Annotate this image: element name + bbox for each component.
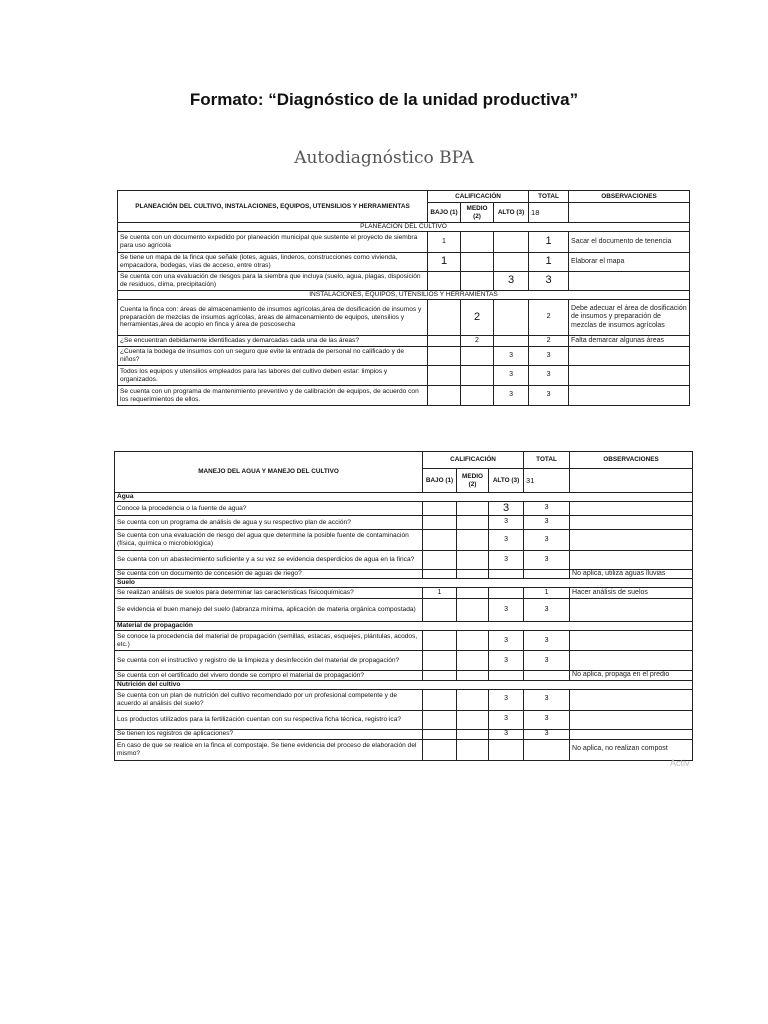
calificacion-header: CALIFICACIÓN (428, 191, 529, 203)
table-row (118, 336, 690, 347)
table-header-row (115, 452, 693, 469)
bajo-cell (423, 599, 457, 622)
total-cell (524, 671, 570, 680)
section-row (115, 680, 693, 689)
total-cell: 3 (529, 366, 569, 386)
table-row (118, 253, 690, 272)
table-row (115, 651, 693, 671)
table-row (115, 530, 693, 551)
medio-cell (457, 599, 489, 622)
observation-cell (569, 347, 690, 366)
medio-cell: 2 (461, 300, 494, 336)
document-subtitle: Autodiagnóstico BPA (294, 148, 474, 168)
total-cell (524, 739, 570, 760)
question-cell: ¿Cuenta la bodega de insumos con un seguro que evite la entrada de personal no calificado y de niños? (118, 347, 428, 366)
total-cell: 3 (524, 516, 570, 530)
total-cell: 3 (524, 631, 570, 651)
alto-cell (494, 336, 529, 347)
table-row (118, 347, 690, 366)
observation-cell (569, 272, 690, 291)
total-cell: 3 (524, 710, 570, 729)
alto-cell: 3 (489, 530, 524, 551)
table-row (115, 551, 693, 570)
medio-header: MEDIO (2) (461, 203, 494, 223)
alto-cell: 3 (489, 689, 524, 710)
observation-cell (569, 366, 690, 386)
bajo-cell (423, 689, 457, 710)
medio-cell (457, 739, 489, 760)
table-row (115, 570, 693, 579)
document-title: Formato: “Diagnóstico de la unidad productiva” (189, 90, 579, 109)
section-row (118, 291, 690, 300)
observation-cell (570, 710, 693, 729)
table-row (118, 386, 690, 406)
total-cell: 3 (524, 551, 570, 570)
medio-cell (457, 729, 489, 739)
alto-cell (494, 232, 529, 253)
bajo-cell: 1 (428, 253, 461, 272)
question-cell: Todos los equipos y utensilios empleados para las labores del cultivo deben estar: limpios y organizados. (118, 366, 428, 386)
section-label: INSTALACIONES, EQUIPOS, UTENSILIOS Y HERRAMIENTAS (118, 291, 690, 300)
observation-cell: No aplica, propaga en el predio (570, 671, 693, 680)
section-row (118, 223, 690, 232)
table-row (118, 300, 690, 336)
observation-cell (570, 530, 693, 551)
bajo-header: BAJO (1) (423, 469, 457, 493)
alto-cell: 3 (489, 599, 524, 622)
question-cell: Se cuenta con el instructivo y registro de la limpieza y desinfección del material de propagación? (115, 651, 423, 671)
medio-cell (457, 631, 489, 651)
question-cell: Se cuenta con una evaluación de riesgo del agua que determine la posible fuente de contaminación (física, química o microbiológica) (115, 530, 423, 551)
medio-cell (457, 570, 489, 579)
alto-cell (494, 253, 529, 272)
alto-cell: 3 (489, 729, 524, 739)
observation-cell: Falta demarcar algunas áreas (569, 336, 690, 347)
question-cell: ¿Se encuentran debidamente identificadas y demarcadas cada una de las áreas? (118, 336, 428, 347)
section-label: PLANEACIÓN DEL CULTIVO (118, 223, 690, 232)
alto-cell (489, 570, 524, 579)
alto-cell: 3 (489, 631, 524, 651)
section-label: Nutrición del cultivo (115, 680, 693, 689)
medio-cell (457, 689, 489, 710)
bajo-cell: 1 (428, 232, 461, 253)
bajo-cell: 1 (423, 588, 457, 599)
bajo-cell (423, 651, 457, 671)
observation-cell (570, 551, 693, 570)
total-value: 18 (529, 203, 569, 223)
alto-cell (489, 739, 524, 760)
observaciones-cell (569, 203, 690, 223)
question-cell: Se cuenta con un documento expedido por planeación municipal que sustente el proyecto de siembra para uso agrícola (118, 232, 428, 253)
question-cell: Conoce la procedencia o la fuente de agua? (115, 501, 423, 515)
total-cell: 1 (529, 232, 569, 253)
bajo-cell (428, 300, 461, 336)
question-cell: Los productos utilizados para la fertilización cuentan con su respectiva ficha técnica, registro ica? (115, 710, 423, 729)
table-row (115, 599, 693, 622)
table-row (115, 710, 693, 729)
table-row (115, 588, 693, 599)
medio-cell (461, 253, 494, 272)
section-label: Suelo (115, 579, 693, 588)
observation-cell (570, 651, 693, 671)
section-row (115, 622, 693, 631)
observation-cell: Elaborar el mapa (569, 253, 690, 272)
bajo-cell (428, 336, 461, 347)
observation-cell: Hacer análisis de suelos (570, 588, 693, 599)
medio-header: MEDIO (2) (457, 469, 489, 493)
alto-cell: 3 (494, 272, 529, 291)
medio-cell (457, 501, 489, 515)
bajo-cell (428, 366, 461, 386)
total-cell: 1 (529, 253, 569, 272)
total-cell: 1 (524, 588, 570, 599)
question-cell: Se cuenta con un programa de análisis de agua y su respectivo plan de acción? (115, 516, 423, 530)
total-cell: 2 (529, 336, 569, 347)
observation-cell: Sacar el documento de tenencia (569, 232, 690, 253)
total-cell: 3 (529, 386, 569, 406)
medio-cell (457, 516, 489, 530)
medio-cell (461, 347, 494, 366)
medio-cell (457, 551, 489, 570)
observation-cell (570, 689, 693, 710)
alto-cell: 3 (494, 386, 529, 406)
table-row (115, 501, 693, 515)
total-cell: 3 (524, 599, 570, 622)
alto-cell: 3 (494, 347, 529, 366)
question-cell: En caso de que se realice en la finca el compostaje. Se tiene evidencia del proceso de elaboración del mismo? (115, 739, 423, 760)
question-cell: Se cuenta con un documento de concesión de aguas de riego? (115, 570, 423, 579)
question-cell: Se cuenta con un abastecimiento suficiente y a su vez se evidencia desperdicios de agua en la finca? (115, 551, 423, 570)
table-manejo-agua (114, 451, 693, 761)
alto-cell (489, 588, 524, 599)
section-label: Agua (115, 493, 693, 502)
calificacion-header: CALIFICACIÓN (423, 452, 524, 469)
medio-cell (457, 671, 489, 680)
section-row (115, 579, 693, 588)
alto-cell (494, 300, 529, 336)
section-label: Material de propagación (115, 622, 693, 631)
observation-cell: No aplica, utiliza aguas lluvias (570, 570, 693, 579)
total-cell: 2 (529, 300, 569, 336)
total-cell: 3 (524, 530, 570, 551)
question-cell: Se conoce la procedencia del material de propagación (semillas, estacas, esquejes, plántulas, acodos, etc.) (115, 631, 423, 651)
table-row (115, 516, 693, 530)
table-row (115, 689, 693, 710)
total-cell: 3 (524, 689, 570, 710)
table-row (115, 729, 693, 739)
section-row (115, 493, 693, 502)
question-cell: Se cuenta con un plan de nutrición del cultivo recomendado por un profesional competente y de acuerdo al análisis del suelo? (115, 689, 423, 710)
medio-cell (457, 530, 489, 551)
activation-watermark: Activ (670, 758, 690, 768)
alto-cell: 3 (489, 551, 524, 570)
bajo-cell (423, 551, 457, 570)
table-heading: PLANEACIÓN DEL CULTIVO, INSTALACIONES, EQUIPOS, UTENSILIOS Y HERRAMIENTAS (118, 191, 428, 223)
observation-cell (570, 631, 693, 651)
observaciones-cell (570, 469, 693, 493)
alto-cell: 3 (494, 366, 529, 386)
bajo-cell (423, 516, 457, 530)
table-row (115, 671, 693, 680)
observation-cell (570, 501, 693, 515)
medio-cell (461, 366, 494, 386)
observation-cell (570, 516, 693, 530)
table-row (115, 739, 693, 760)
alto-cell: 3 (489, 651, 524, 671)
total-value: 31 (524, 469, 570, 493)
bajo-cell (423, 501, 457, 515)
table-row (118, 272, 690, 291)
alto-cell: 3 (489, 710, 524, 729)
alto-cell: 3 (489, 516, 524, 530)
question-cell: Se cuenta con el certificado del vivero donde se compro el material de propagación? (115, 671, 423, 680)
observation-cell: No aplica, no realizan compost (570, 739, 693, 760)
bajo-cell (428, 272, 461, 291)
bajo-cell (423, 530, 457, 551)
bajo-cell (423, 710, 457, 729)
medio-cell (457, 588, 489, 599)
medio-cell (461, 386, 494, 406)
total-cell: 3 (529, 272, 569, 291)
bajo-cell (423, 729, 457, 739)
table-header-row (118, 191, 690, 203)
question-cell: Se cuenta con una evaluación de riesgos para la siembra que incluya (suelo, agua, plagas, disposición de residuos, clima, precipitación) (118, 272, 428, 291)
table-planeacion (117, 190, 690, 406)
total-header: TOTAL (524, 452, 570, 469)
bajo-cell (423, 570, 457, 579)
total-header: TOTAL (529, 191, 569, 203)
observation-cell: Debe adecuar el área de dosificación de insumos y preparación de mezclas de insumos agrícolas (569, 300, 690, 336)
observaciones-header: OBSERVACIONES (569, 191, 690, 203)
bajo-cell (423, 739, 457, 760)
total-cell (524, 570, 570, 579)
medio-cell (457, 651, 489, 671)
question-cell: Se realizan análisis de suelos para determinar las características fisicoquímicas? (115, 588, 423, 599)
table-row (115, 631, 693, 651)
question-cell: Se cuenta con un programa de mantenimiento preventivo y de calibración de equipos, de acuerdo con los requerimientos de ellos. (118, 386, 428, 406)
table-row (118, 366, 690, 386)
observation-cell (570, 599, 693, 622)
table-heading: MANEJO DEL AGUA Y MANEJO DEL CULTIVO (115, 452, 423, 493)
alto-cell (489, 671, 524, 680)
bajo-cell (428, 386, 461, 406)
question-cell: Se evidencia el buen manejo del suelo (labranza mínima, aplicación de materia orgánica compostada) (115, 599, 423, 622)
bajo-header: BAJO (1) (428, 203, 461, 223)
total-cell: 3 (524, 729, 570, 739)
total-cell: 3 (524, 501, 570, 515)
medio-cell (457, 710, 489, 729)
bajo-cell (423, 671, 457, 680)
observation-cell (570, 729, 693, 739)
question-cell: Se tienen los registros de aplicaciones? (115, 729, 423, 739)
medio-cell: 2 (461, 336, 494, 347)
alto-header: ALTO (3) (494, 203, 529, 223)
bajo-cell (428, 347, 461, 366)
table-row (118, 232, 690, 253)
alto-header: ALTO (3) (489, 469, 524, 493)
medio-cell (461, 272, 494, 291)
observaciones-header: OBSERVACIONES (570, 452, 693, 469)
alto-cell: 3 (489, 501, 524, 515)
medio-cell (461, 232, 494, 253)
total-cell: 3 (529, 347, 569, 366)
total-cell: 3 (524, 651, 570, 671)
question-cell: Se tiene un mapa de la finca que señale (lotes, aguas, linderos, construcciones como vivienda, empacadora, bodegas, vías de acceso, entre otras) (118, 253, 428, 272)
question-cell: Cuenta la finca con: áreas de almacenamiento de insumos agrícolas,área de dosificación de insumos y preparación de mezclas de insumos agrícolas, áreas de almacenamiento de equipos, utensilios y herramientas,área de acopio en finca y área de poscosecha (118, 300, 428, 336)
observation-cell (569, 386, 690, 406)
bajo-cell (423, 631, 457, 651)
